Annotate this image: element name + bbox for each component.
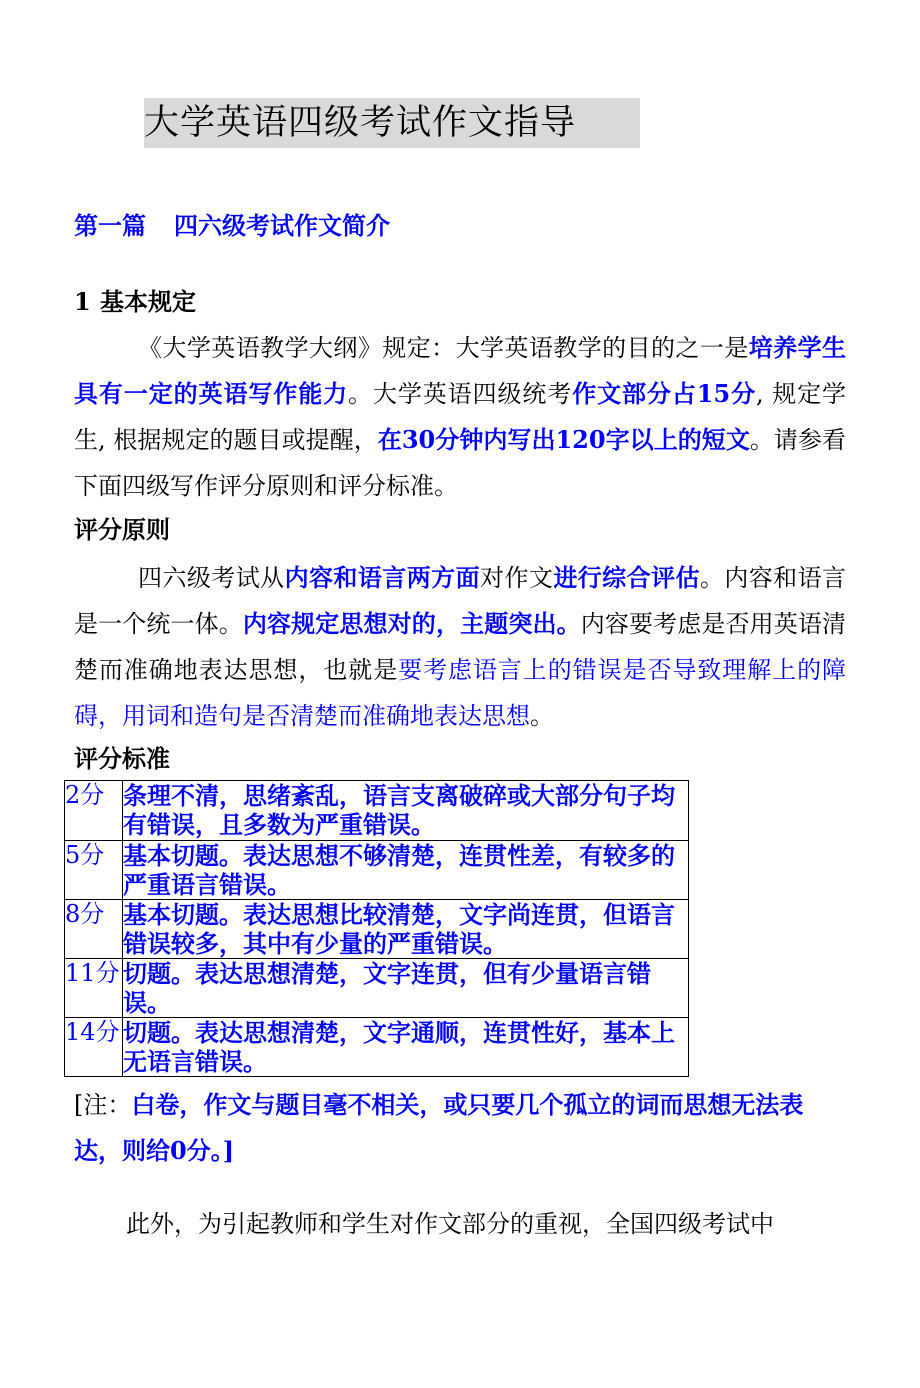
grading-table (64, 780, 689, 1077)
section-heading (74, 284, 196, 320)
score-cell: 5分 (65, 841, 123, 900)
closing-paragraph: 此外，为引起教师和学生对作文部分的重视，全国四级考试中 (126, 1210, 774, 1238)
table-row (65, 1018, 689, 1077)
description-cell: 切题。表达思想清楚，文字连贯，但有少量语言错误。 (123, 959, 689, 1018)
principles-paragraph (74, 555, 846, 739)
para-highlight: 进行综合评估 (553, 563, 700, 592)
zero-score-note (74, 1082, 846, 1174)
para-highlight: 作文部分占15分 (572, 379, 757, 408)
para-text: 《大学英语教学大纲》规定：大学英语教学的目的之一是 (138, 334, 749, 362)
para-blue-text: 要考虑语言上的错误是否导致理解上的障碍，用词和造句是否清楚而准确地表达思想 (74, 656, 847, 730)
description-cell: 基本切题。表达思想比较清楚，文字尚连贯，但语言错误较多，其中有少量的严重错误。 (123, 900, 689, 959)
table-row (65, 841, 689, 900)
para-text: 内容要考虑是否用英语清楚而准确地表达思想，也就是 (74, 610, 847, 684)
chapter-name: 四六级考试作文简介 (174, 211, 390, 240)
table-row (65, 900, 689, 959)
document-title: 大学英语四级考试作文指导 (144, 98, 640, 148)
description-cell: 条理不清，思绪紊乱，语言支离破碎或大部分句子均有错误，且多数为严重错误。 (123, 781, 689, 841)
para-text: 四六级考试从 (138, 564, 285, 592)
score-cell: 14分 (65, 1018, 123, 1077)
table-row (65, 959, 689, 1018)
note-text: 白卷，作文与题目毫不相关，或只要几个孤立的词而思想无法表达，则给0分。] (74, 1090, 804, 1165)
score-cell: 8分 (65, 900, 123, 959)
para-text: 。请参看下面四级写作评分原则和评分标准。 (74, 426, 846, 500)
para-text: 。大学英语四级统考 (348, 380, 573, 408)
requirements-paragraph (74, 325, 846, 509)
para-text: , 规定学生, 根据规定的题目或提醒， (74, 380, 847, 454)
para-highlight: 在30分钟内写出120字以上的短文 (377, 425, 750, 454)
para-text: 对作文 (480, 564, 554, 592)
note-prefix: [注： (74, 1091, 132, 1119)
table-row (65, 781, 689, 841)
para-highlight: 培养学生具有一定的英语写作能力 (74, 333, 847, 408)
standards-heading: 评分标准 (74, 744, 170, 773)
description-cell: 基本切题。表达思想不够清楚，连贯性差，有较多的严重语言错误。 (123, 841, 689, 900)
principles-heading: 评分原则 (74, 515, 170, 544)
para-highlight: 内容和语言两方面 (284, 563, 481, 592)
para-highlight: 内容规定思想对的，主题突出。 (242, 609, 581, 638)
score-cell: 11分 (65, 959, 123, 1018)
description-cell: 切题。表达思想清楚，文字通顺，连贯性好，基本上无语言错误。 (123, 1018, 689, 1077)
score-cell: 2分 (65, 781, 123, 841)
chapter-number: 第一篇 (74, 211, 146, 240)
para-text: 。 (530, 702, 554, 730)
chapter-heading (74, 208, 390, 244)
section-title: 基本规定 (100, 287, 196, 316)
para-text: 。内容和语言是一个统一体。 (74, 564, 847, 638)
section-number: 1 (74, 287, 91, 316)
